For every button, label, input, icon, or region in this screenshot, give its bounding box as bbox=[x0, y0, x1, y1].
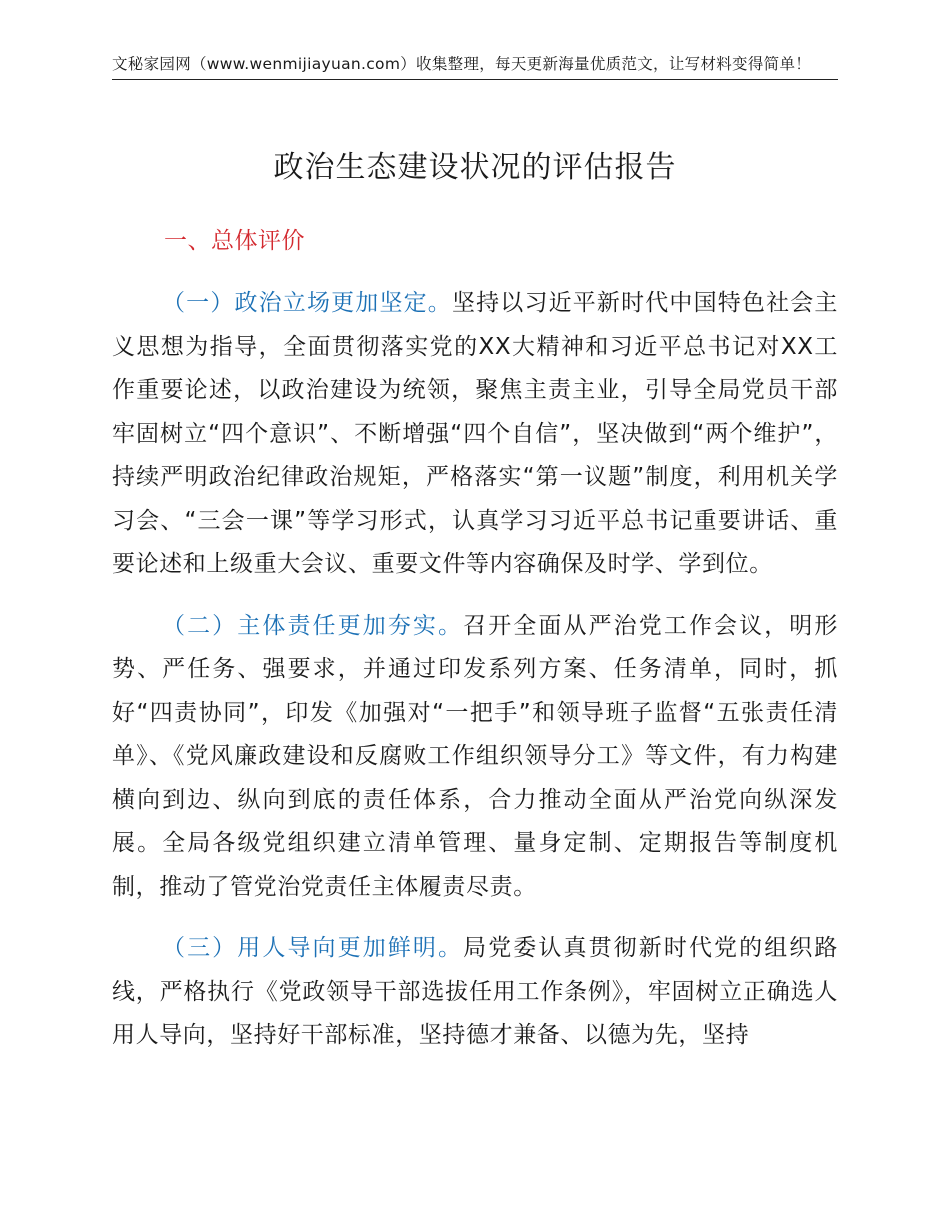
paragraph-text: 坚持以习近平新时代中国特色社会主义思想为指导，全面贯彻落实党的XX大精神和习近平总书记对XX工作重要论述，以政治建设为统领，聚焦主责主业，引导全局党员干部牢固树立“四个意识”、不断增强“四个自信”，坚决做到“两个维护”，持续严明政治纪律政治规矩，严格落实“第一议题”制度，利用机关学习会、“三会一课”等学习形式，认真学习习近平总书记重要讲话、重要论述和上级重大会议、重要文件等内容确保及时学、学到位。 bbox=[112, 290, 838, 577]
paragraph-lead: （三）用人导向更加鲜明。 bbox=[162, 935, 464, 961]
paragraph-lead: （二）主体责任更加夯实。 bbox=[162, 612, 464, 639]
paragraph-political-stance bbox=[112, 282, 838, 587]
paragraph-personnel-orientation bbox=[112, 927, 838, 1058]
paragraph-text: 局党委认真贯彻新时代党的组织路线，严格执行《党政领导干部选拔任用工作条例》，牢固树立正确选人用人导向，坚持好干部标准，坚持德才兼备、以德为先，坚持 bbox=[112, 935, 838, 1048]
document-title: 政治生态建设状况的评估报告 bbox=[273, 150, 677, 185]
header-divider bbox=[112, 79, 838, 80]
site-header-text: 文秘家园网（www.wenmijiayuan.com）收集整理，每天更新海量优质范文，让写材料变得简单！ bbox=[112, 55, 812, 73]
section-heading: 一、总体评价 bbox=[164, 228, 305, 254]
document-body bbox=[112, 282, 838, 1076]
paragraph-main-responsibility bbox=[112, 605, 838, 910]
paragraph-lead: （一）政治立场更加坚定。 bbox=[162, 290, 452, 316]
paragraph-text: 召开全面从严治党工作会议，明形势、严任务、强要求，并通过印发系列方案、任务清单，同时，抓好“四责协同”，印发《加强对“一把手”和领导班子监督“五张责任清单》、《党风廉政建设和反腐败工作组织领导分工》等文件，有力构建横向到边、纵向到底的责任体系，合力推动全面从严治党向纵深发展。全局各级党组织建立清单管理、量身定制、定期报告等制度机制，推动了管党治党责任主体履责尽责。 bbox=[112, 612, 838, 900]
